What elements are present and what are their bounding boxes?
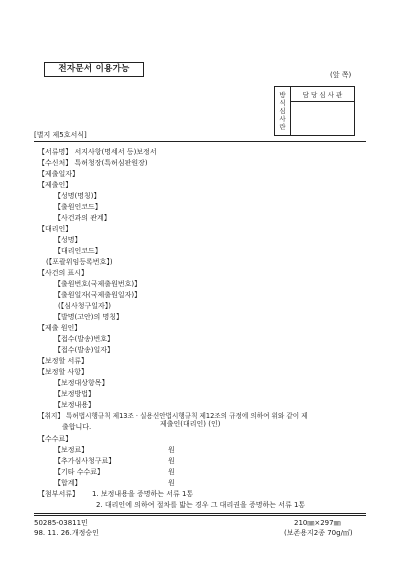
attachment-1: 1. 보정내용을 증명하는 서류 1통	[92, 490, 194, 498]
front-page-note: (앞 쪽)	[330, 71, 352, 79]
field-case-display: 【사건의 표시】	[38, 269, 89, 277]
bottom-rule	[34, 513, 366, 516]
fee-amend-unit: 원	[168, 446, 175, 454]
fee-exam-label: 【추가심사청구료】	[54, 457, 116, 465]
seal-signature-box	[291, 102, 355, 136]
field-submitter: 【제출인】	[38, 181, 73, 189]
field-invention-name: 【발명(고안)의 명칭】	[54, 313, 124, 321]
fee-amend-label: 【보정료】	[54, 446, 89, 454]
field-amend-content: 【보정내용】	[54, 401, 96, 409]
attachments-label: 【첨부서류】	[38, 490, 80, 498]
field-blanket-reg: (【포괄위임등록번호】)	[46, 258, 113, 266]
seal-side-label: 방 식 심 사 란	[275, 87, 291, 136]
field-exam-req: (【심사청구일자】)	[58, 302, 112, 310]
field-doc-name: 【서류명】 서지사항(명세서 등)보정서	[38, 148, 157, 156]
field-amend-target: 【보정대상항목】	[54, 379, 109, 387]
top-rule	[34, 141, 366, 142]
footer-approval: 98. 11. 26.개정승인	[34, 529, 99, 537]
field-submit-date: 【제출일자】	[38, 170, 80, 178]
fee-other-label: 【기타 수수료】	[54, 468, 105, 476]
examination-seal-table	[274, 86, 355, 136]
fee-total-unit: 원	[168, 479, 175, 487]
field-agent-code: 【대리인코드】	[54, 247, 102, 255]
field-amend-doc: 【보정할 서류】	[38, 357, 89, 365]
field-app-date: 【출원일자(국제출원일자)】	[54, 291, 142, 299]
footer-paper: (보존용지2종 70g/㎡)	[284, 529, 353, 537]
seal-header: 담 당 심 사 관	[291, 87, 355, 102]
field-fees: 【수수료】	[38, 435, 73, 443]
footer-code: 50285-03811민	[34, 519, 88, 527]
field-submitter-code: 【출원인코드】	[54, 203, 102, 211]
purpose-line-1: 【취지】 특허법시행규칙 제13조 · 실용신안법시행규칙 제12조의 규정에 의하여 위와 같이 제	[38, 412, 308, 420]
attachment-2: 2. 대리인에 의하여 절차를 밟는 경우 그 대리권을 증명하는 서류 1통	[96, 501, 306, 509]
field-submission: 【제출 원인】	[38, 324, 82, 332]
field-agent: 【대리인】	[38, 225, 73, 233]
field-receipt-no: 【접수(발송)번호】	[54, 335, 115, 343]
fee-total-label: 【합계】	[54, 479, 82, 487]
field-submitter-name: 【성명(명칭)】	[54, 192, 101, 200]
field-app-no: 【출원번호(국제출원번호)】	[54, 280, 142, 288]
signature-line: 제출인(대리인) (인)	[160, 420, 221, 428]
fee-other-unit: 원	[168, 468, 175, 476]
fee-exam-unit: 원	[168, 457, 175, 465]
electronic-document-badge: 전자문서 이용가능	[44, 62, 144, 77]
field-recipient: 【수신처】 특허청장(특허심판원장)	[38, 159, 148, 167]
field-amend-method: 【보정방법】	[54, 390, 96, 398]
field-relation: 【사건과의 관계】	[54, 214, 111, 222]
footer-size: 210㎜×297㎜	[294, 519, 341, 527]
form-id: [별지 제5호서식]	[34, 131, 87, 139]
field-agent-name: 【성명】	[54, 236, 82, 244]
field-receipt-date: 【접수(발송)일자】	[54, 346, 115, 354]
field-amend-items: 【보정할 사항】	[38, 368, 89, 376]
purpose-line-2: 출합니다.	[62, 423, 92, 431]
